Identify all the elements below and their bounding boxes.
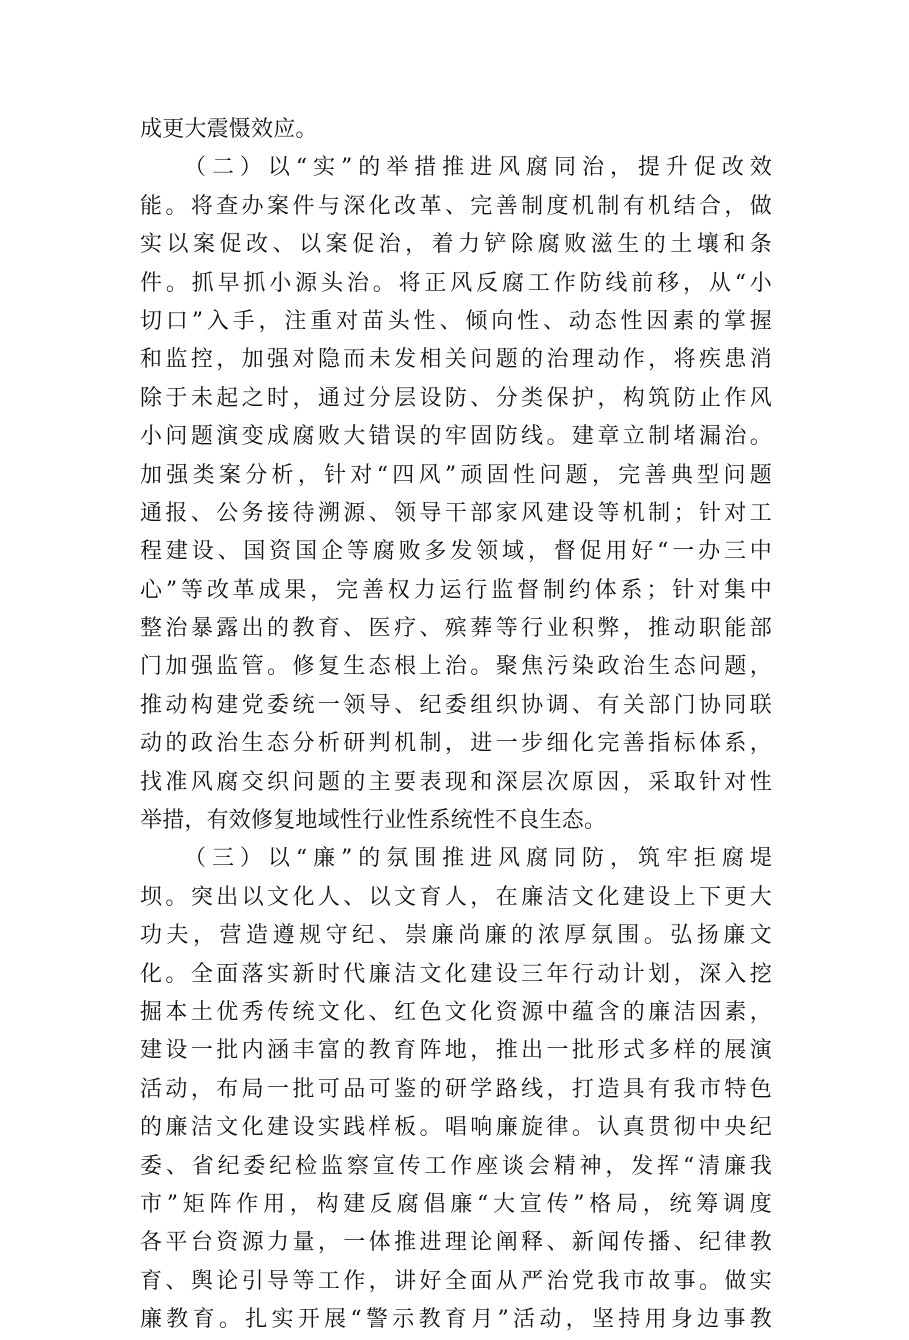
text-line: 切口”入手，注重对苗头性、倾向性、动态性因素的掌握	[140, 308, 772, 334]
text-line: 能。将查办案件与深化改革、完善制度机制有机结合，做	[140, 193, 772, 219]
text-line: 各平台资源力量，一体推进理论阐释、新闻传播、纪律教	[140, 1230, 772, 1256]
text-line: 化。全面落实新时代廉洁文化建设三年行动计划，深入挖	[140, 961, 772, 987]
text-line: 活动，布局一批可品可鉴的研学路线，打造具有我市特色	[140, 1076, 772, 1102]
text-line: 程建设、国资国企等腐败多发领域，督促用好“一办三中	[140, 539, 772, 565]
text-line: 成更大震慑效应。	[140, 117, 318, 142]
document-body	[140, 111, 772, 1340]
text-line: 廉教育。扎实开展“警示教育月”活动，坚持用身边事教	[140, 1307, 772, 1333]
text-line: 小问题演变成腐败大错误的牢固防线。建章立制堵漏治。	[140, 424, 772, 450]
text-line: 功夫，营造遵规守纪、崇廉尚廉的浓厚氛围。弘扬廉文	[140, 923, 772, 949]
text-line: 委、省纪委纪检监察宣传工作座谈会精神，发挥“清廉我	[140, 1153, 772, 1179]
text-line: 加强类案分析，针对“四风”顽固性问题，完善典型问题	[140, 462, 772, 488]
text-line: 举措，有效修复地域性行业性系统性不良生态。	[140, 808, 607, 834]
text-line: 坝。突出以文化人、以文育人，在廉洁文化建设上下更大	[140, 884, 772, 910]
text-line: 掘本土优秀传统文化、红色文化资源中蕴含的廉洁因素，	[140, 999, 772, 1025]
text-line: 整治暴露出的教育、医疗、殡葬等行业积弊，推动职能部	[140, 616, 772, 642]
text-line: 和监控，加强对隐而未发相关问题的治理动作，将疾患消	[140, 347, 772, 373]
text-line: 件。抓早抓小源头治。将正风反腐工作防线前移，从“小	[140, 270, 772, 296]
text-line: （二）以“实”的举措推进风腐同治，提升促改效	[184, 155, 772, 181]
text-line: 心”等改革成果，完善权力运行监督制约体系；针对集中	[140, 577, 772, 603]
text-line: 实以案促改、以案促治，着力铲除腐败滋生的土壤和条	[140, 232, 772, 258]
text-line: 动的政治生态分析研判机制，进一步细化完善指标体系，	[140, 731, 772, 757]
text-line: 育、舆论引导等工作，讲好全面从严治党我市故事。做实	[140, 1268, 772, 1294]
text-line: 门加强监管。修复生态根上治。聚焦污染政治生态问题，	[140, 654, 772, 680]
text-line: 建设一批内涵丰富的教育阵地，推出一批形式多样的展演	[140, 1038, 772, 1064]
text-line: 市”矩阵作用，构建反腐倡廉“大宣传”格局，统筹调度	[140, 1191, 772, 1217]
text-line: 推动构建党委统一领导、纪委组织协调、有关部门协同联	[140, 692, 772, 718]
text-line: 除于未起之时，通过分层设防、分类保护，构筑防止作风	[140, 385, 772, 411]
text-line: 找准风腐交织问题的主要表现和深层次原因，采取针对性	[140, 769, 772, 795]
text-line: 的廉洁文化建设实践样板。唱响廉旋律。认真贯彻中央纪	[140, 1115, 772, 1141]
text-line: 通报、公务接待溯源、领导干部家风建设等机制；针对工	[140, 500, 772, 526]
text-line: （三）以“廉”的氛围推进风腐同防，筑牢拒腐堤	[184, 846, 772, 872]
